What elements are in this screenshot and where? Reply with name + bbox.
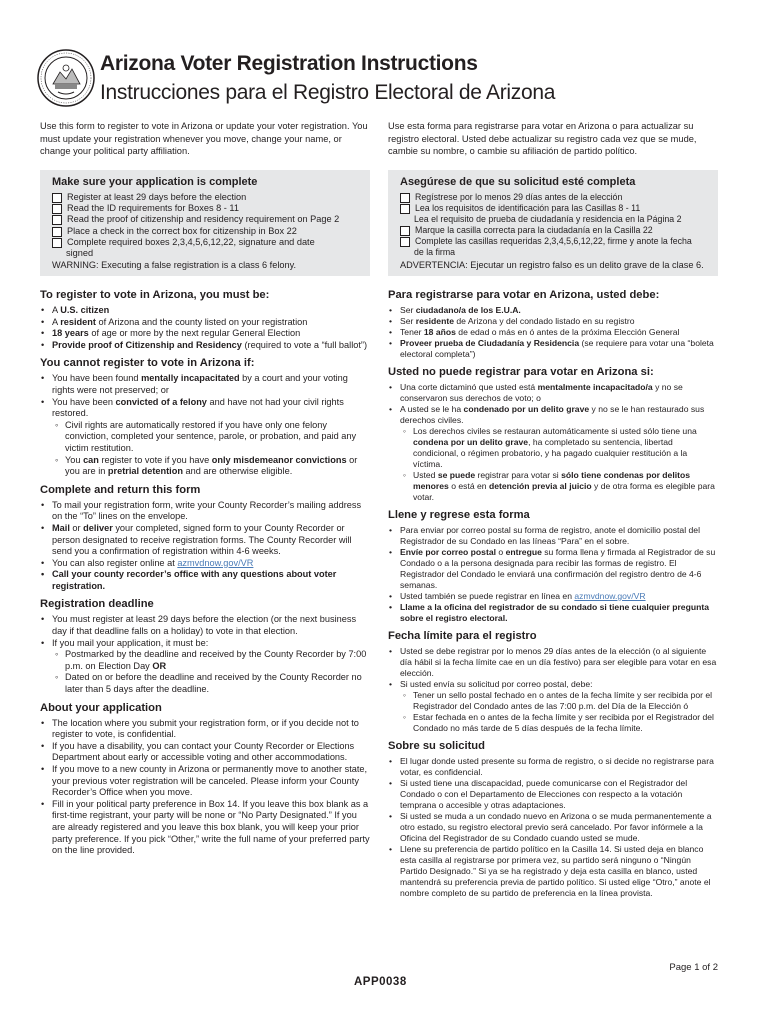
- checklist-item: Place a check in the correct box for citizenship in Box 22: [52, 226, 360, 237]
- sub-list-item: ◦ Los derechos civiles se restauran automáticamente si usted sólo tiene una condena por un delito grave, ha completado su sentencia, libertad condicional, o régimen probatorio, y ha pagado cualquier restitución a la víctima.: [413, 426, 718, 470]
- bullet-list: [40, 614, 370, 695]
- checklist-title: Asegúrese de que su solicitud esté completa: [400, 176, 636, 188]
- register-online-link[interactable]: azmvdnow.gov/VR: [574, 591, 646, 601]
- list-item: • Llame a la oficina del registrador de su condado si tiene cualquier pregunta sobre el registro electoral.: [400, 602, 718, 624]
- checklist-item: Regístrese por lo menos 29 días antes de la elección: [400, 192, 708, 203]
- checklist-item: Complete required boxes 2,3,4,5,6,12,22, signature and date: [52, 237, 360, 248]
- list-item: • Usted se debe registrar por lo menos 29 días antes de la elección (o al siguiente día hábil si la fecha límite cae en un día festivo) para ser elegible para votar en esa elección.: [400, 646, 718, 679]
- checkbox[interactable]: [400, 237, 410, 247]
- checkbox[interactable]: [52, 193, 62, 203]
- list-item: • El lugar donde usted presente su forma de registro, o si decide no registrarse para votar, es confidencial.: [400, 756, 718, 778]
- checkbox[interactable]: [400, 193, 410, 203]
- checkbox[interactable]: [400, 204, 410, 214]
- list-item: • Call your county recorder’s office with any questions about voter registration.: [52, 569, 370, 592]
- form-code: APP0038: [354, 976, 407, 988]
- checkbox[interactable]: [52, 215, 62, 225]
- list-item: • Proveer prueba de Ciudadanía y Residencia (se requiere para votar una “boleta electoral completa”): [400, 338, 718, 360]
- list-item: • If you have a disability, you can contact your County Recorder or Elections Department about early or accessible voting and other accommodations.: [52, 741, 370, 764]
- list-item: • Fill in your political party preference in Box 14. If you leave this box blank as a first-time registrant, your party will be none or “No Party Designated.” If you are already registered and you leave this box blank, you will keep your prior party preference. If you pick “Other,” write the full name of your preferred party on the line provided.: [52, 799, 370, 857]
- section-heading: Fecha límite para el registro: [388, 630, 537, 642]
- checklist-box-spanish: [388, 170, 718, 276]
- section-heading: Llene y regrese esta forma: [388, 509, 530, 521]
- section-heading: Usted no puede registrar para votar en Arizona si:: [388, 366, 654, 378]
- sub-list-item: ◦ Dated on or before the deadline and received by the County Recorder no later than 5 days after the deadline.: [65, 672, 370, 695]
- list-item: • If you move to a new county in Arizona or permanently move to another state, your previous voter registration will be canceled. Please inform your County Recorder’s Office when you move.: [52, 764, 370, 799]
- section-heading: You cannot register to vote in Arizona if:: [40, 357, 255, 370]
- checklist-item: Register at least 29 days before the election: [52, 192, 360, 203]
- bullet-list: [40, 718, 370, 857]
- checklist-box: [40, 170, 370, 276]
- list-item: • You have been found mentally incapacitated by a court and your voting rights were not preserved; or: [52, 373, 370, 396]
- bullet-list: [40, 373, 370, 477]
- list-item: • If you mail your application, it must be: ◦ Postmarked by the deadline and received by the County Recorder by 7:00 p.m. on Election Day OR ◦ Dated on or before the deadline and received by the County Recorder no later than 5 days after the deadline.: [52, 638, 370, 696]
- bullet-list: [388, 382, 718, 503]
- list-item: • To mail your registration form, write your County Recorder’s mailing address on the “To” lines on the envelope.: [52, 500, 370, 523]
- sub-list-item: ◦ Tener un sello postal fechado en o antes de la fecha límite y ser recibida por el Registrador del Condado antes de las 7:00 p.m. del Día de la Elección ó: [413, 690, 718, 712]
- checklist-title: Make sure your application is complete: [52, 176, 258, 188]
- sub-list: [400, 690, 718, 734]
- checklist-item: Read the ID requirements for Boxes 8 - 11: [52, 203, 360, 214]
- sub-list-item: ◦ Civil rights are automatically restored if you have only one felony conviction, completed your sentence, parole, or probation, and paid any victim restitution.: [65, 420, 370, 455]
- list-item: • Ser residente de Arizona y del condado listado en su registro: [400, 316, 718, 327]
- warning-text: ADVERTENCIA: Ejecutar un registro falso es un delito grave de la clase 6.: [400, 260, 704, 270]
- list-item: • Tener 18 años de edad o más en ó antes de la próxima Elección General: [400, 327, 718, 338]
- page-title: Arizona Voter Registration Instructions: [100, 52, 478, 75]
- list-item: • You must register at least 29 days before the election (or the next business day if that deadline falls on a holiday) to vote in that election.: [52, 614, 370, 637]
- checkbox[interactable]: [52, 227, 62, 237]
- list-item: • Llene su preferencia de partido político en la Casilla 14. Si usted deja en blanco esta casilla al registrarse por primera vez, su partido será ninguno o “Ningún Partido Designado.” Si ya se ha registrado y deja esta casilla en blanco, usted mantendrá su preferencia previa de partido político. Si usted elige “Otro,” anote el nombre completo de su partido de preferencia en la línea provista.: [400, 844, 718, 899]
- section-heading: To register to vote in Arizona, you must be:: [40, 289, 270, 301]
- list-item: • You can also register online at azmvdnow.gov/VR: [52, 558, 370, 570]
- list-item: • Para enviar por correo postal su forma de registro, anote el domicilio postal del Registrador de su Condado en las líneas “Para” en el sobre.: [400, 525, 718, 547]
- list-item: • You have been convicted of a felony and have not had your civil rights restored. ◦ Civil rights are automatically restored if you have only one felony conviction, completed your sentence, parole, or probation, and paid any victim restitution. ◦ You can register to vote if you have only misdemeanor convictions or you are in pretrial detention and are otherwise eligible.: [52, 397, 370, 478]
- section-heading: About your application: [40, 701, 162, 714]
- list-item: • 18 years of age or more by the next regular General Election: [52, 328, 370, 340]
- section-heading: Registration deadline: [40, 598, 154, 611]
- list-item: • Si usted envía su solicitud por correo postal, debe: ◦ Tener un sello postal fechado en o antes de la fecha límite y ser recibida por el Registrador del Condado antes de las 7:00 p.m. del Día de la Elección ó ◦ Estar fechada en o antes de la fecha límite y ser recibida por el Registrador del Condado no más tarde de 5 días después de la fecha límite.: [400, 679, 718, 734]
- section-heading: Para registrarse para votar en Arizona, usted debe:: [388, 289, 660, 301]
- checklist-item: Read the proof of citizenship and residency requirement on Page 2: [52, 214, 360, 225]
- checkbox[interactable]: [52, 204, 62, 214]
- bullet-list: [388, 646, 718, 734]
- warning-text: WARNING: Executing a false registration is a class 6 felony.: [52, 260, 297, 270]
- list-item: • A resident of Arizona and the county listed on your registration: [52, 317, 370, 329]
- list-item: • Si usted se muda a un condado nuevo en Arizona o se muda permanentemente a otro estado, su registro electoral previo será cancelado. Por favor infórmele a la Oficina del Registrador de su Condado cuando usted se mude.: [400, 811, 718, 844]
- checklist-item: Lea los requisitos de identificación para las Casillas 8 - 11: [400, 203, 708, 214]
- intro-text: Use this form to register to vote in Arizona or update your voter registration. You must update your registration whenever you move, change your name, or change your political party affiliation.: [40, 121, 368, 156]
- spanish-column: [388, 120, 718, 899]
- sub-list-item: ◦ Postmarked by the deadline and received by the County Recorder by 7:00 p.m. on Election Day OR: [65, 649, 370, 672]
- sub-list-item: ◦ Usted se puede registrar para votar si sólo tiene condenas por delitos menores o está en detención previa al juicio y de otra forma es elegible para votar.: [413, 470, 718, 503]
- bullet-list: [388, 525, 718, 624]
- checkbox[interactable]: [52, 238, 62, 248]
- intro-text-spanish: Use esta forma para registrarse para votar en Arizona o para actualizar su registro electoral. Usted debe actualizar su registro cada vez que se mude, cambie su nombre, o cambie su afiliación de partido político.: [388, 121, 697, 156]
- list-item: • Usted también se puede registrar en línea en azmvdnow.gov/VR: [400, 591, 718, 602]
- list-item: • Provide proof of Citizenship and Residency (required to vote a “full ballot”): [52, 340, 370, 352]
- english-column: [40, 120, 370, 857]
- sub-list-item: ◦ You can register to vote if you have only misdemeanor convictions or you are in pretrial detention and are otherwise eligible.: [65, 455, 370, 478]
- checkbox[interactable]: [400, 226, 410, 236]
- section-heading: Complete and return this form: [40, 483, 201, 496]
- list-item: • A usted se le ha condenado por un delito grave y no se le han restaurado sus derechos civiles. ◦ Los derechos civiles se restauran automáticamente si usted sólo tiene una condena por un delito grave, ha completado su sentencia, libertad condicional, o régimen probatorio, y ha pagado cualquier restitución a la víctima. ◦ Usted se puede registrar para votar si sólo tiene condenas por delitos menores o está en detención previa al juicio y de otra forma es elegible para votar.: [400, 404, 718, 503]
- sub-list: [52, 420, 370, 478]
- checklist-item: Marque la casilla correcta para la ciudadanía en la Casilla 22: [400, 225, 708, 236]
- list-item: • Si usted tiene una discapacidad, puede comunicarse con el Registrador del Condado o con el Departamento de Elecciones con respecto a la votación temprana o accesible y otras adaptaciones.: [400, 778, 718, 811]
- register-online-link[interactable]: azmvdnow.gov/VR: [177, 557, 254, 568]
- state-seal-icon: [36, 48, 96, 108]
- page-number: Page 1 of 2: [669, 962, 718, 973]
- list-item: • Ser ciudadano/a de los E.U.A.: [400, 305, 718, 316]
- sub-list: [52, 649, 370, 695]
- page-title-spanish: Instrucciones para el Registro Electoral de Arizona: [100, 81, 556, 104]
- document-header: [36, 48, 736, 118]
- bullet-list: [40, 305, 370, 351]
- bullet-list: [40, 500, 370, 593]
- bullet-list: [388, 756, 718, 899]
- list-item: • A U.S. citizen: [52, 305, 370, 317]
- list-item: • The location where you submit your registration form, or if you decide not to register to vote, is confidential.: [52, 718, 370, 741]
- checklist-item-continued: signed: [66, 248, 94, 259]
- list-item: • Una corte dictaminó que usted está mentalmente incapacitado/a y no se conservaron sus derechos de voto; o: [400, 382, 718, 404]
- bullet-list: [388, 305, 718, 360]
- checklist-item-continued: Lea el requisito de prueba de ciudadanía y residencia en la Página 2: [414, 214, 682, 224]
- checklist-item-continued: de la firma: [414, 247, 456, 257]
- section-heading: Sobre su solicitud: [388, 740, 485, 752]
- sub-list: [400, 426, 718, 503]
- sub-list-item: ◦ Estar fechada en o antes de la fecha límite y ser recibida por el Registrador del Condado no más tarde de 5 días después de la fecha límite.: [413, 712, 718, 734]
- list-item: • Mail or deliver your completed, signed form to your County Recorder or person designated to receive registration forms. The County Recorder will send you a confirmation of registration within 4-6 weeks.: [52, 523, 370, 558]
- list-item: • Envíe por correo postal o entregue su forma llena y firmada al Registrador de su Condado o a la persona designada para recibir las formas de registro. El Registrador del Condado le enviará una confirmación del registro dentro de 4-6 semanas.: [400, 547, 718, 591]
- checklist-item: Complete las casillas requeridas 2,3,4,5,6,12,22, firme y anote la fecha: [400, 236, 708, 247]
